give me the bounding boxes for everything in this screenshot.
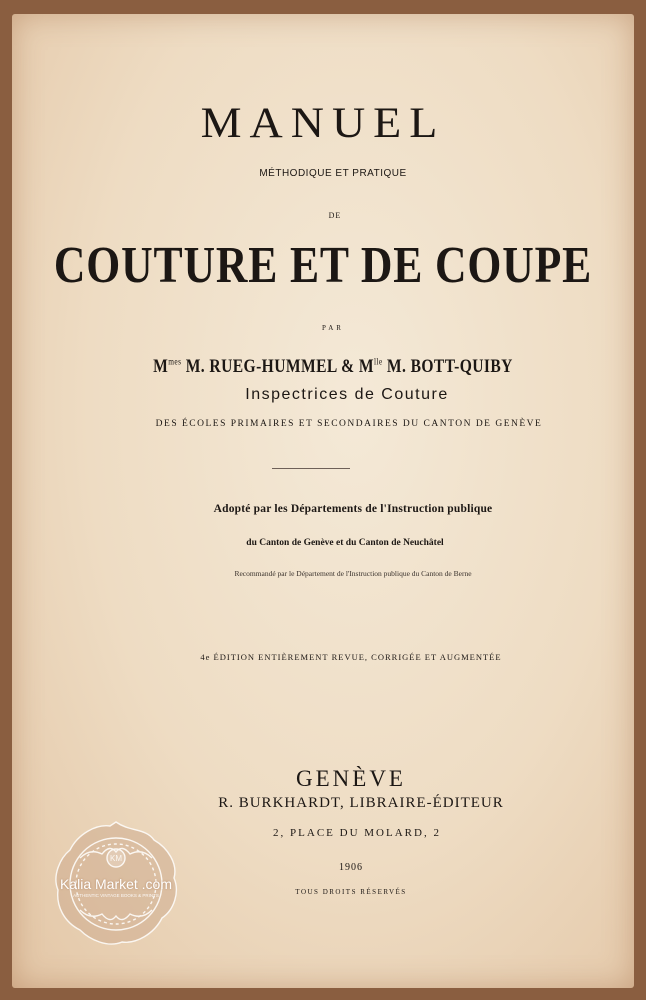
authors-role: Inspectrices de Couture <box>245 386 449 403</box>
watermark-tagline: AUTHENTIC VINTAGE BOOKS & PRINTS <box>73 893 159 898</box>
author2-sup: lle <box>373 356 383 367</box>
cantons-line: du Canton de Genève et du Canton de Neuchâtel <box>246 538 444 548</box>
adoption-line: Adopté par les Départements de l'Instruction publique <box>213 503 493 515</box>
publication-year: 1906 <box>339 862 363 873</box>
watermark-monogram: KM <box>110 854 122 863</box>
schools-line: DES ÉCOLES PRIMAIRES ET SECONDAIRES DU CANTON DE GENÈVE <box>155 419 543 429</box>
by-label: PAR <box>322 324 344 332</box>
book-title: MANUEL <box>200 98 446 147</box>
book-main-title: COUTURE ET DE COUPE <box>53 237 593 294</box>
author1-name: M. RUEG-HUMMEL & <box>181 356 359 377</box>
book-subtitle: MÉTHODIQUE ET PRATIQUE <box>259 168 407 179</box>
author1-sup: mes <box>168 356 182 367</box>
author2-name: M. BOTT-QUIBY <box>382 356 513 377</box>
watermark-name: Kalia Market .com <box>59 876 173 892</box>
publisher-address: 2, PLACE DU MOLARD, 2 <box>273 827 441 839</box>
author2-prefix: M <box>358 356 374 377</box>
rights-line: TOUS DROITS RÉSERVÉS <box>295 888 407 896</box>
publisher-line: R. BURKHARDT, LIBRAIRE-ÉDITEUR <box>218 795 504 811</box>
authors-line <box>68 356 598 378</box>
publication-city: GENÈVE <box>296 766 406 791</box>
author1-prefix: M <box>153 356 169 377</box>
title-connector: DE <box>328 211 342 220</box>
recommendation-line: Recommandé par le Département de l'Instruction publique du Canton de Berne <box>234 569 472 578</box>
edition-line: 4e ÉDITION ENTIÈREMENT REVUE, CORRIGÉE ET AUGMENTÉE <box>200 652 502 662</box>
divider-rule <box>272 468 350 469</box>
